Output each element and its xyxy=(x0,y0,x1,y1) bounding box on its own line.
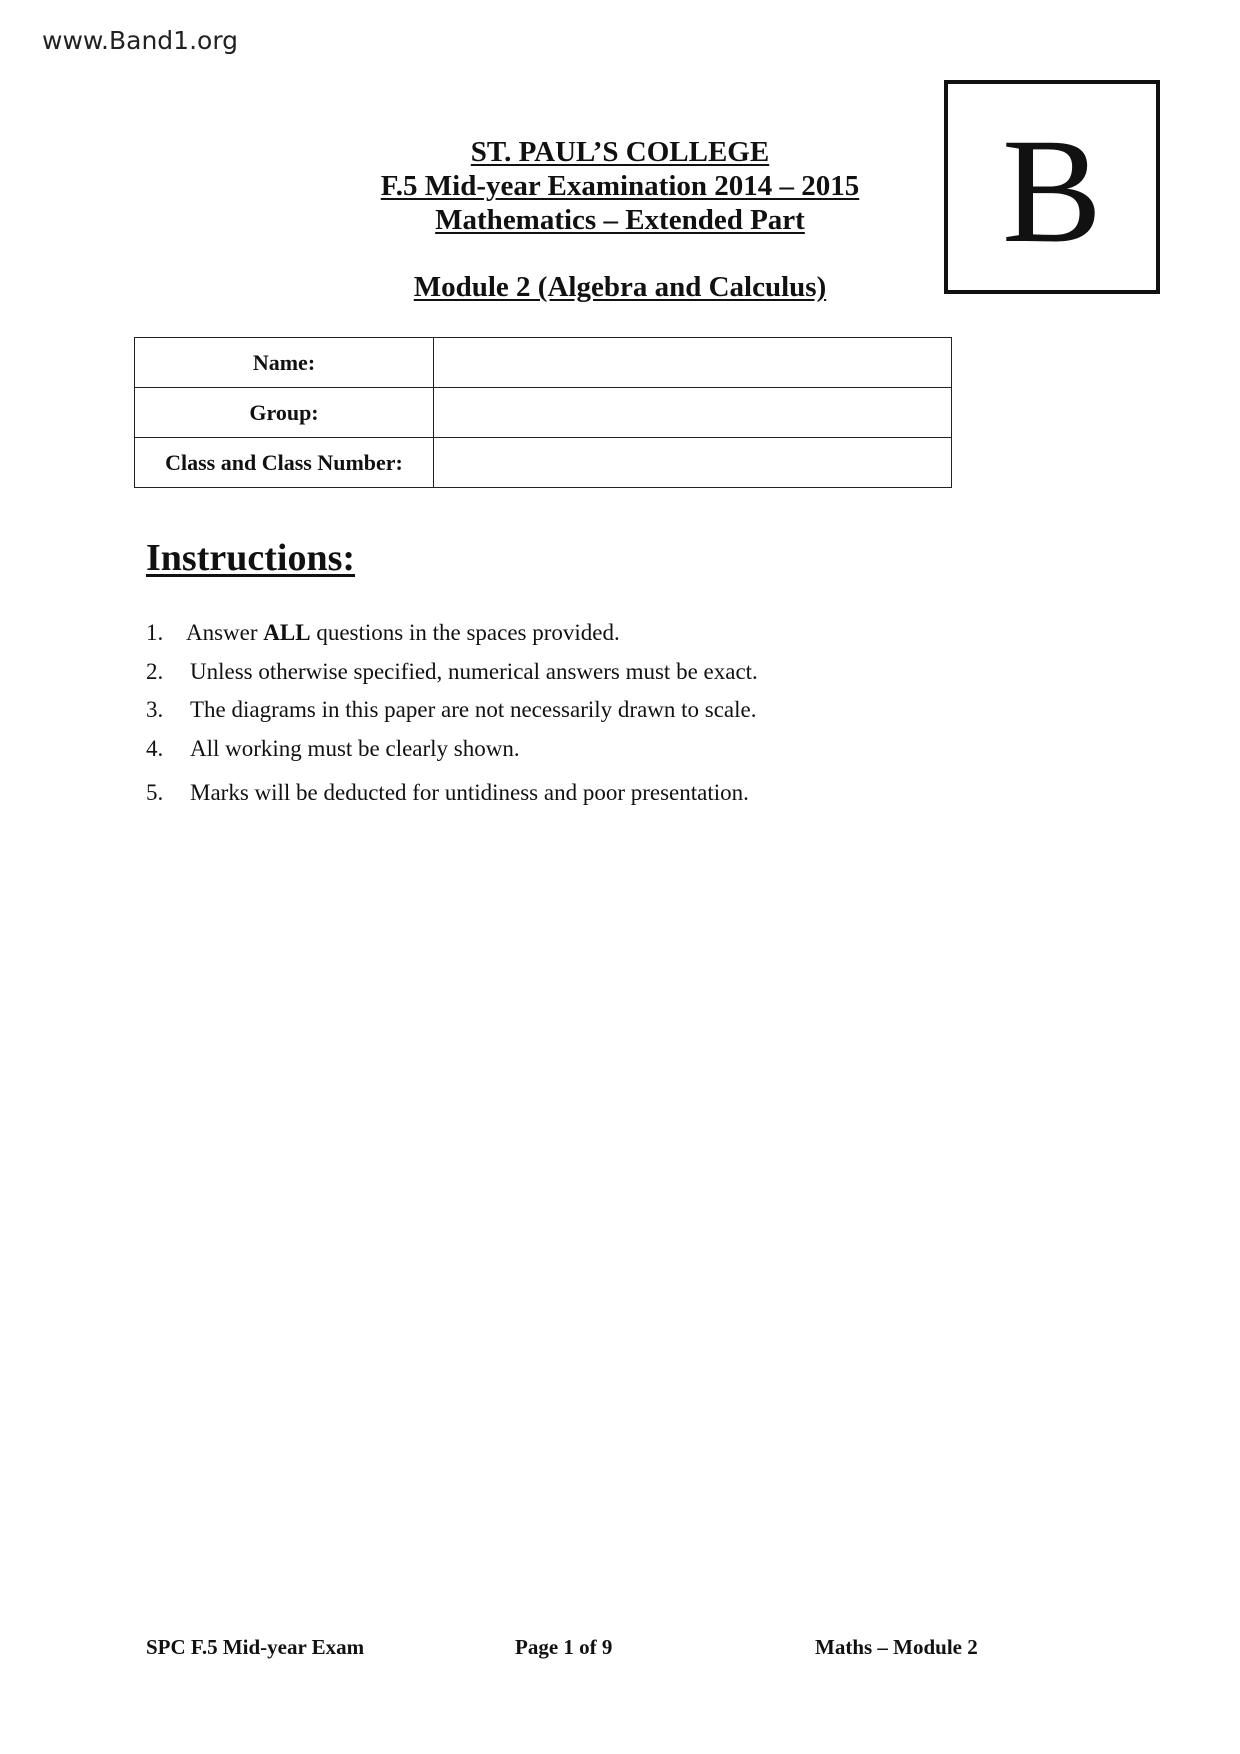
exam-header xyxy=(320,135,920,237)
subject-title: Mathematics – Extended Part xyxy=(435,204,805,236)
instruction-number: 4. xyxy=(146,736,164,761)
instruction-number: 3. xyxy=(146,697,164,722)
instruction-text-bold: ALL xyxy=(263,620,311,645)
page-number: Page 1 of 9 xyxy=(515,1635,613,1659)
instructions-title: Instructions: xyxy=(146,537,356,579)
instruction-item xyxy=(146,620,620,646)
group-field[interactable] xyxy=(434,388,952,438)
class-number-field[interactable] xyxy=(434,438,952,488)
watermark-url: www.Band1.org xyxy=(42,26,239,55)
table-row xyxy=(135,438,952,488)
table-row xyxy=(135,338,952,388)
instruction-text-pre: Answer xyxy=(186,620,264,645)
instruction-number: 2. xyxy=(146,659,164,684)
module-title: Module 2 (Algebra and Calculus) xyxy=(413,271,827,303)
name-field[interactable] xyxy=(434,338,952,388)
instruction-item xyxy=(146,780,749,806)
student-info-table xyxy=(134,337,952,488)
instruction-number: 1. xyxy=(146,620,164,645)
instruction-text: Unless otherwise specified, numerical answers must be exact. xyxy=(190,659,758,684)
exam-title: F.5 Mid-year Examination 2014 – 2015 xyxy=(380,170,860,202)
footer-right: Maths – Module 2 xyxy=(815,1635,978,1659)
instruction-item xyxy=(146,697,757,723)
table-row xyxy=(135,388,952,438)
instruction-text: The diagrams in this paper are not necessarily drawn to scale. xyxy=(190,697,757,722)
instruction-number: 5. xyxy=(146,780,164,805)
instruction-item xyxy=(146,736,520,762)
instruction-text: All working must be clearly shown. xyxy=(190,736,520,761)
footer-left: SPC F.5 Mid-year Exam xyxy=(146,1635,365,1659)
class-number-label: Class and Class Number: xyxy=(135,438,434,488)
instruction-text: Marks will be deducted for untidiness and poor presentation. xyxy=(190,780,749,805)
school-name: ST. PAUL’S COLLEGE xyxy=(470,136,770,168)
instruction-text xyxy=(186,620,620,646)
name-label: Name: xyxy=(135,338,434,388)
instruction-item xyxy=(146,659,758,685)
paper-version-letter: B xyxy=(1001,108,1103,274)
group-label: Group: xyxy=(135,388,434,438)
paper-version-box xyxy=(944,80,1160,294)
instruction-text-post: questions in the spaces provided. xyxy=(310,620,620,645)
